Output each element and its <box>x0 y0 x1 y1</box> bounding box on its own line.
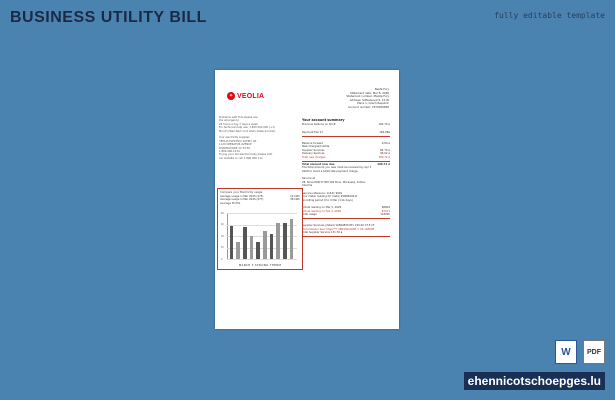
veolia-logo-text: VEOLIA <box>237 92 265 100</box>
y-tick-label: 0 <box>221 257 223 261</box>
info-line: Problems with this please use <box>219 116 258 119</box>
veolia-logo-icon: ✦ <box>228 93 234 99</box>
charge-label: Supplier Services <box>302 148 325 152</box>
note-line: The total amount you owe must be received by Apr 3 <box>302 166 372 170</box>
usage-bar-chart <box>221 213 297 259</box>
charge-row <box>302 156 390 160</box>
usage-bar <box>256 242 260 259</box>
charge-label: Balance forward <box>302 141 324 145</box>
address-line: Account number: 7679059846 <box>347 104 389 109</box>
supplier-line: Transmission Secr Chgs/*** 380/kWh/kWh = 00.148008 <box>302 227 375 231</box>
divider <box>302 236 390 237</box>
usage-bar <box>250 236 254 259</box>
usage-bar <box>283 223 287 259</box>
reading-row: Total usage 1430kh <box>302 213 390 217</box>
supplier-line: Total Supplier Service 131.70 £ <box>302 231 343 235</box>
summary-value: 182.70 £ <box>378 123 390 126</box>
info-line: VEOLIA ELECTRIC SUPPLY UK <box>219 139 257 143</box>
charge-value: 0.00 £ <box>381 141 390 145</box>
total-due-label: Total amount now due <box>302 162 335 166</box>
summary-row <box>302 131 390 135</box>
y-tick-label: 60 <box>221 223 224 227</box>
divider <box>302 136 390 137</box>
supplier-line: Supplier Services (detail) 10894836 RTL 230.00 CT.5 CT <box>302 224 375 228</box>
usage-line: Average usage in Mar 2026 (277) 38 kWh <box>220 198 300 201</box>
usage-bar <box>290 219 294 259</box>
info-line: the emergency: <box>219 119 240 123</box>
summary-label: Payment Feb 17 <box>302 130 323 134</box>
address-line: Statement number: Mazda Fury <box>346 94 389 98</box>
account-summary <box>302 118 390 238</box>
info-line: our website or call 1 800 000 111 <box>219 156 263 160</box>
service-line: No billing period 0 to 4 Mar (1 kb days) <box>302 198 353 202</box>
charge-label: Delivery Services <box>302 152 325 156</box>
service-line: 28, Nova 609/17 NM 102 Brno, Moravský, Drtina, <box>302 180 366 184</box>
note-line: 2026 to avoid a $100 late payment charge. <box>302 169 359 173</box>
usage-heading: Compare your Electricity usage <box>220 190 263 194</box>
usage-line: Average usage in Mar 2025 (275) 10 kWh <box>220 194 300 198</box>
divider <box>302 161 390 162</box>
brand-watermark: ehennicotschoepges.lu <box>464 372 605 390</box>
address-line: Place 1, Czech Republic <box>357 101 389 105</box>
pdf-file-icon[interactable]: PDF <box>583 340 605 364</box>
charge-value: 96.02 £ <box>380 152 390 156</box>
charge-label: New Charges/Credits <box>302 145 330 149</box>
info-line: To pay your bill electronically please visit <box>219 153 273 157</box>
charge-value: 84.70 £ <box>380 148 390 152</box>
address-line: Nesfa Fury <box>374 87 389 91</box>
usage-bar <box>230 226 234 259</box>
divider <box>302 218 390 219</box>
info-line: Your electricity supplier: <box>219 136 251 140</box>
summary-value: 182.98£ <box>379 130 390 134</box>
y-tick-label: 40 <box>221 234 224 238</box>
page-title: BUSINESS UTILITY BILL <box>10 9 207 26</box>
info-line: For technical help use: 1 800 000 000 (+1) <box>219 126 275 130</box>
address-line: Statement date: Mar 8, 2026 <box>350 90 389 95</box>
y-tick-label: 80 <box>221 211 224 215</box>
reading-row: Actual reading on Feb 3, 2026 87474 <box>302 209 390 213</box>
info-line: PHARMACODE 12 34 56 <box>219 146 250 150</box>
usage-bar <box>243 227 247 259</box>
info-line: 1.800.000.1234 <box>219 150 240 154</box>
info-line: Mon-Fri 8am-6pm (not when dates & holds) <box>219 129 276 133</box>
word-file-icon[interactable]: W <box>555 340 577 364</box>
total-due-value: 180.72 £ <box>377 162 390 166</box>
download-icons <box>555 340 605 364</box>
info-line: 24 hours a day 7 days a week <box>219 122 258 126</box>
usage-bar <box>270 234 274 259</box>
customer-address <box>346 88 389 109</box>
address-line: Address: Sofbalsoval 5, 10 ID <box>349 97 389 102</box>
charge-value: 180.72 £ <box>378 155 390 159</box>
info-line: 1120 OPERATOR AVENUE <box>219 143 252 147</box>
usage-bar <box>276 223 280 259</box>
reading-row: Actual reading on Mar 5, 2026 88904 <box>302 206 390 210</box>
chart-x-label: MARCH 3 STRONG THERM <box>238 263 282 267</box>
page-subtitle: fully editable template <box>494 11 605 20</box>
contact-info <box>219 116 301 160</box>
service-line: Czechia <box>302 184 313 188</box>
y-tick-label: 20 <box>221 246 224 250</box>
veolia-logo <box>227 92 264 100</box>
usage-subline: Average Profile <box>220 200 241 205</box>
summary-label: Previous balance on bill:# <box>302 123 336 126</box>
charge-label: Total new charges <box>302 155 326 159</box>
service-heading: Service at <box>302 177 316 181</box>
service-line: Service reference: 11441 9001 <box>302 191 343 195</box>
usage-comparison-box <box>217 188 303 270</box>
bill-document <box>215 70 399 329</box>
usage-bar <box>236 242 240 259</box>
service-line: Your meter reading for meter #998620411 <box>302 195 358 199</box>
summary-heading: Your account summary <box>302 118 345 122</box>
usage-bar <box>263 231 267 259</box>
